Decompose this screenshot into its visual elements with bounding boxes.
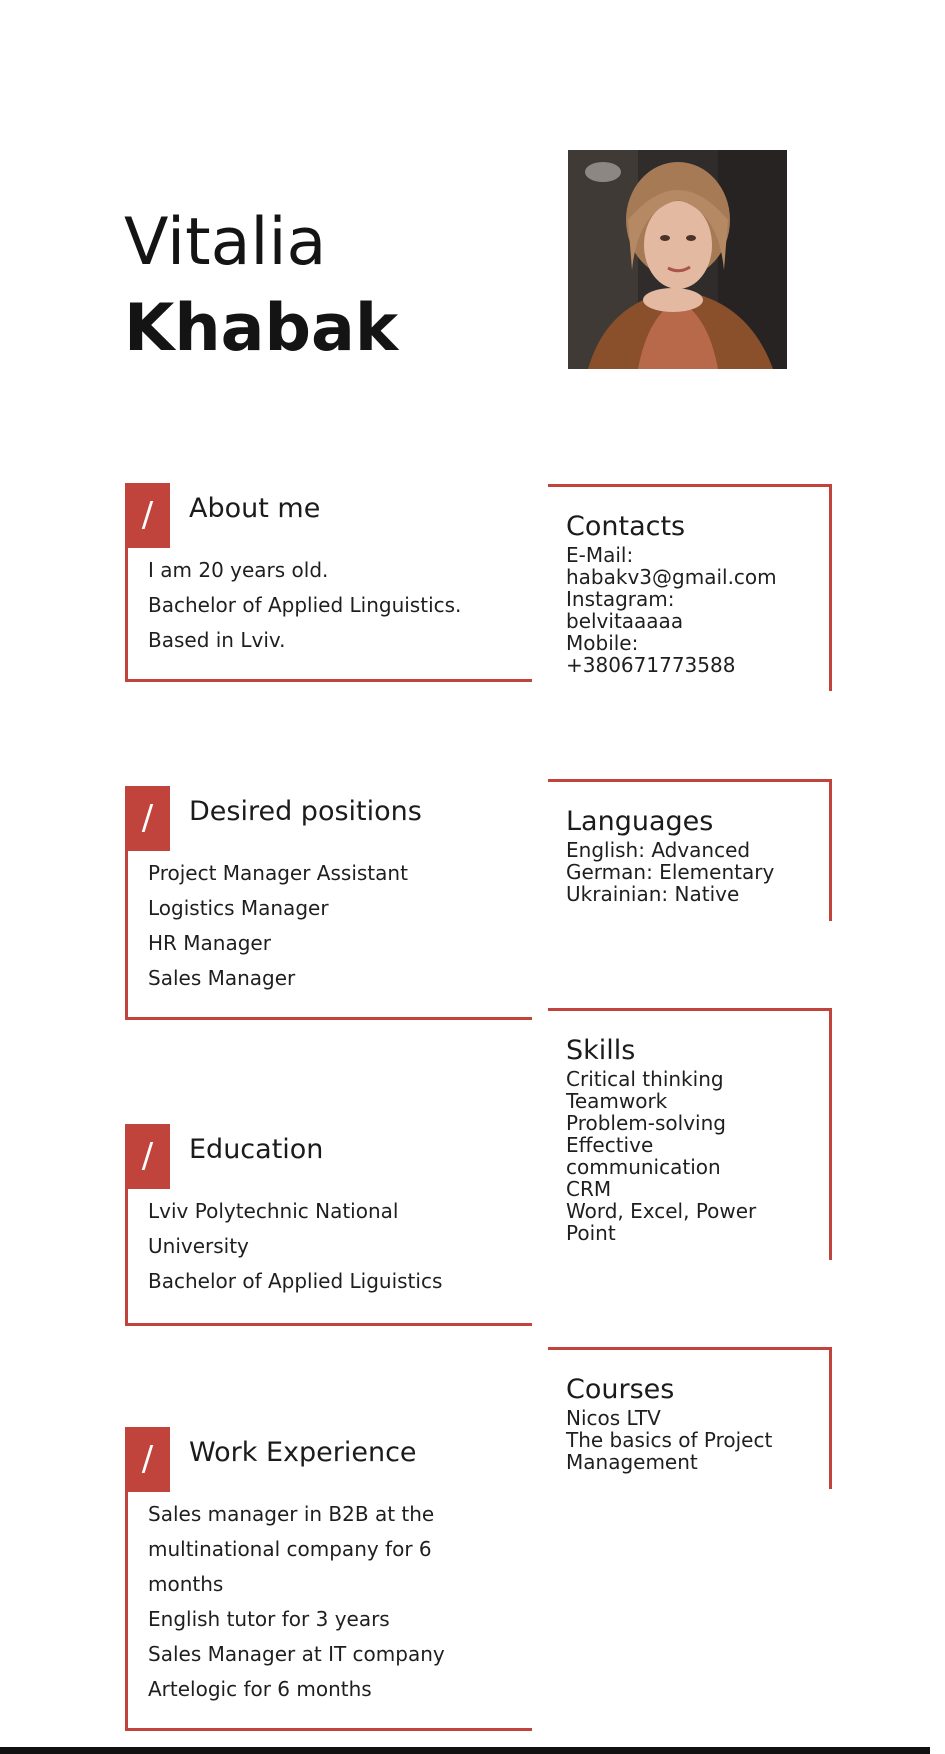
first-name: Vitalia <box>124 205 327 280</box>
list-item: months <box>148 1572 224 1596</box>
list-item: HR Manager <box>148 931 271 955</box>
list-item: Teamwork <box>566 1089 668 1113</box>
list-item: English tutor for 3 years <box>148 1607 390 1631</box>
section-marker: / <box>125 1124 170 1189</box>
list-item: Sales Manager at IT company <box>148 1642 445 1666</box>
contact-mobile-value[interactable]: +380671773588 <box>566 653 736 677</box>
bottom-edge-bar <box>0 1747 930 1754</box>
work-experience-section <box>125 1427 532 1731</box>
list-item: communication <box>566 1155 721 1179</box>
section-marker: / <box>125 786 170 851</box>
list-item: Sales manager in B2B at the <box>148 1502 435 1526</box>
list-item: German: Elementary <box>566 860 775 884</box>
list-item: Ukrainian: Native <box>566 882 740 906</box>
resume-name <box>124 200 398 372</box>
list-item: Sales Manager <box>148 966 296 990</box>
list-item: Logistics Manager <box>148 896 329 920</box>
last-name: Khabak <box>124 291 399 366</box>
section-marker: / <box>125 483 170 548</box>
list-item: University <box>148 1234 249 1258</box>
about-list <box>148 553 461 658</box>
list-item: Management <box>566 1450 698 1474</box>
contact-mobile-label: Mobile: <box>566 631 639 655</box>
languages-title: Languages <box>566 806 714 837</box>
courses-list <box>566 1407 772 1473</box>
contacts-section <box>548 484 832 691</box>
list-item: Artelogic for 6 months <box>148 1677 372 1701</box>
languages-section <box>548 779 832 921</box>
list-item: Bachelor of Applied Linguistics. <box>148 593 462 617</box>
desired-positions-list <box>148 856 408 996</box>
list-item: multinational company for 6 <box>148 1537 432 1561</box>
contacts-list <box>566 544 777 676</box>
skills-list <box>566 1068 756 1244</box>
contact-instagram-value[interactable]: belvitaaaaa <box>566 609 684 633</box>
list-item: I am 20 years old. <box>148 558 329 582</box>
about-section <box>125 483 532 682</box>
list-item: Problem-solving <box>566 1111 726 1135</box>
profile-photo <box>568 150 787 369</box>
list-item: Based in Lviv. <box>148 628 286 652</box>
list-item: English: Advanced <box>566 838 751 862</box>
contact-email-value[interactable]: habakv3@gmail.com <box>566 565 777 589</box>
work-experience-list <box>148 1497 445 1707</box>
section-marker: / <box>125 1427 170 1492</box>
courses-title: Courses <box>566 1374 675 1405</box>
list-item: Nicos LTV <box>566 1406 661 1430</box>
skills-section <box>548 1008 832 1260</box>
contact-email-label: E-Mail: <box>566 543 634 567</box>
list-item: Bachelor of Applied Liguistics <box>148 1269 443 1293</box>
skills-title: Skills <box>566 1035 636 1066</box>
education-title: Education <box>189 1134 324 1165</box>
list-item: Point <box>566 1221 616 1245</box>
languages-list <box>566 839 774 905</box>
contact-instagram-label: Instagram: <box>566 587 675 611</box>
about-title: About me <box>189 493 321 524</box>
desired-positions-title: Desired positions <box>189 796 422 827</box>
list-item: Project Manager Assistant <box>148 861 408 885</box>
education-section <box>125 1124 532 1326</box>
list-item: CRM <box>566 1177 612 1201</box>
contacts-title: Contacts <box>566 511 686 542</box>
education-list <box>148 1194 442 1299</box>
desired-positions-section <box>125 786 532 1020</box>
courses-section <box>548 1347 832 1489</box>
profile-photo-image <box>568 150 787 369</box>
list-item: Critical thinking <box>566 1067 724 1091</box>
list-item: Lviv Polytechnic National <box>148 1199 399 1223</box>
work-experience-title: Work Experience <box>189 1437 417 1468</box>
list-item: The basics of Project <box>566 1428 773 1452</box>
list-item: Effective <box>566 1133 654 1157</box>
list-item: Word, Excel, Power <box>566 1199 757 1223</box>
